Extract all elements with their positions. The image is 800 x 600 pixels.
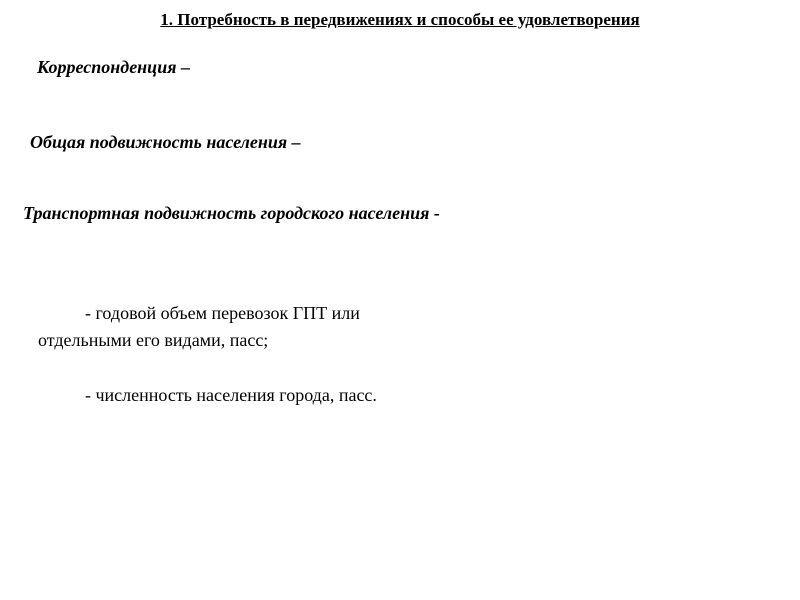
note-population: - численность населения города, пасс. xyxy=(85,385,377,405)
term-correspondence: Корреспонденция – xyxy=(37,57,190,77)
note-annual-volume-line-1: - годовой объем перевозок ГПТ или xyxy=(85,303,360,323)
term-general-mobility: Общая подвижность населения – xyxy=(30,132,301,152)
note-annual-volume-line-2: отдельными его видами, пасс; xyxy=(38,330,269,350)
term-transport-mobility: Транспортная подвижность городского населения - xyxy=(23,203,440,223)
slide-title: 1. Потребность в передвижениях и способы ее удовлетворения xyxy=(160,10,640,29)
